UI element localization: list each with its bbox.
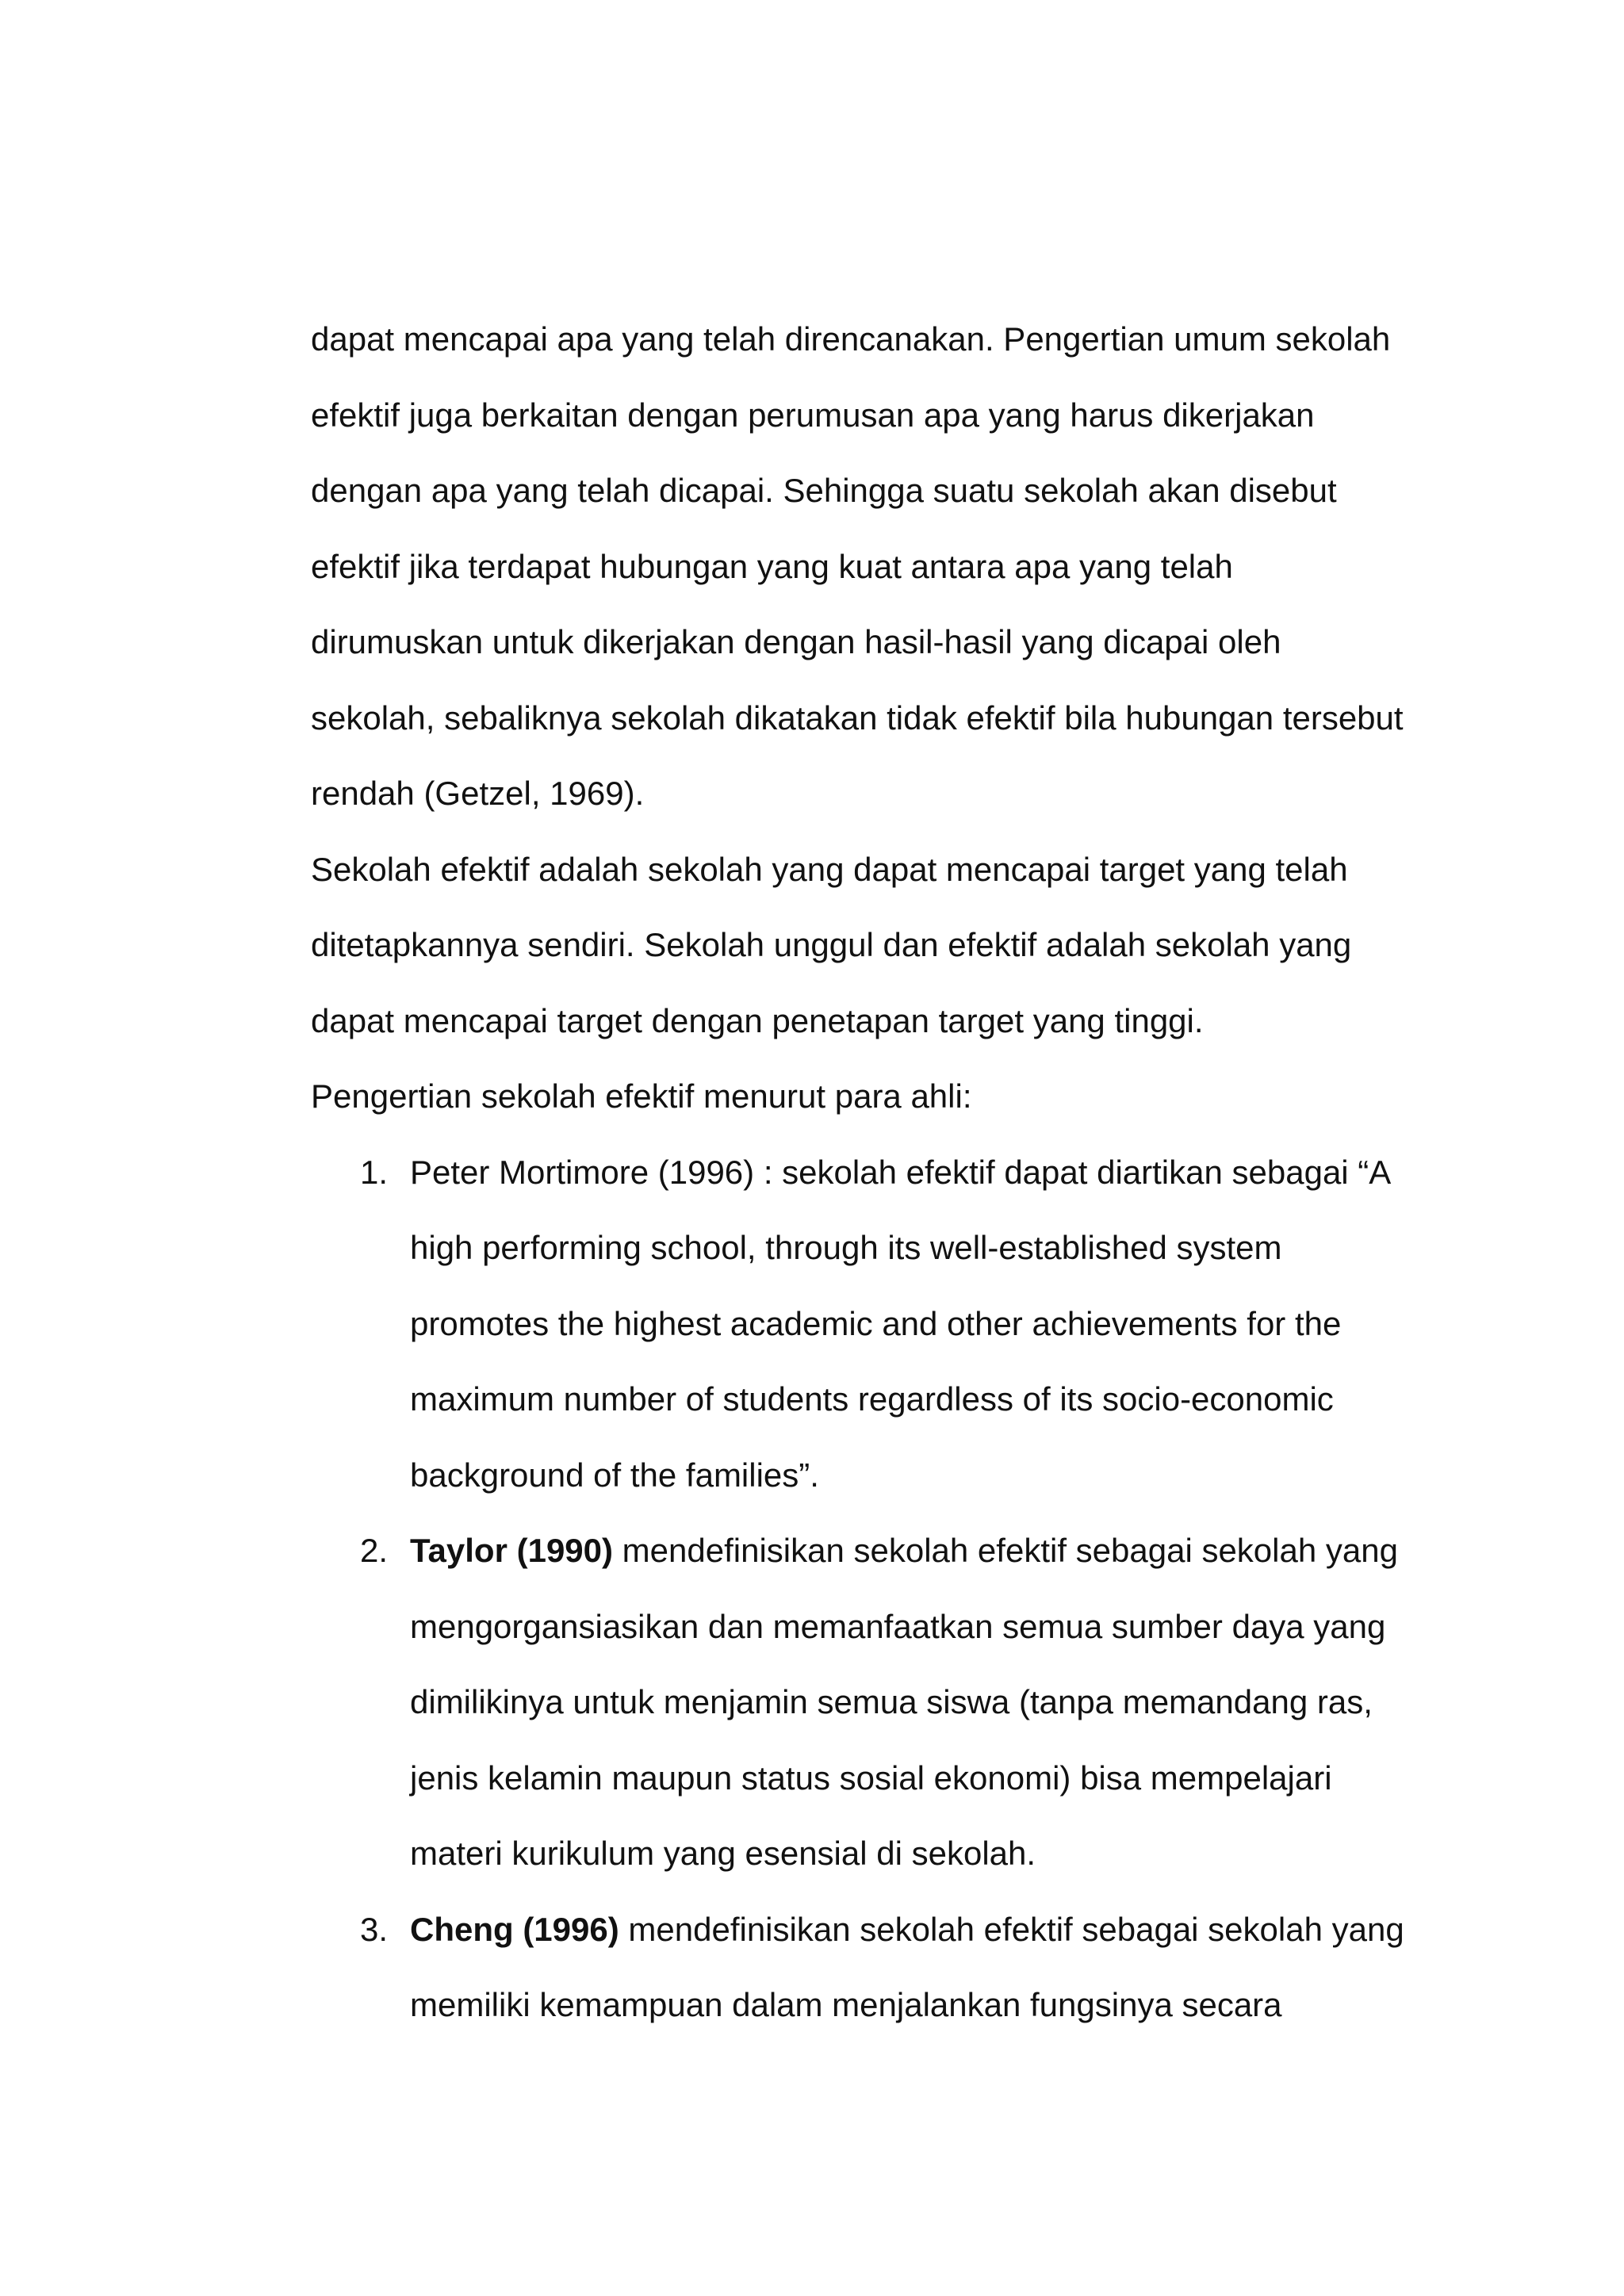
paragraph-line: dirumuskan untuk dikerjakan dengan hasil-hasil yang dicapai oleh: [311, 623, 1281, 660]
paragraph-2: [311, 832, 1421, 1059]
list-item: [311, 1513, 1421, 1892]
author-citation: Cheng (1996): [410, 1910, 619, 1948]
list-intro: Pengertian sekolah efektif menurut para ahli:: [311, 1077, 972, 1115]
list-line: Peter Mortimore (1996) : sekolah efektif dapat diartikan sebagai “A: [410, 1153, 1392, 1191]
list-item: [311, 1892, 1421, 2043]
list-line-text: mendefinisikan sekolah efektif sebagai sekolah yang: [619, 1910, 1404, 1948]
list-line: jenis kelamin maupun status sosial ekonomi) bisa mempelajari: [410, 1758, 1332, 1797]
list-line: mengorgansiasikan dan memanfaatkan semua sumber daya yang: [410, 1607, 1386, 1645]
paragraph-line: sekolah, sebaliknya sekolah dikatakan tidak efektif bila hubungan tersebut: [311, 698, 1404, 737]
list-line: promotes the highest academic and other achievements for the: [410, 1304, 1342, 1342]
expert-definitions-list: [311, 1135, 1421, 2043]
paragraph-1: [311, 301, 1421, 832]
body-text: [311, 301, 1421, 2043]
list-line: memiliki kemampuan dalam menjalankan fungsinya secara: [410, 1986, 1282, 2023]
list-line: dimilikinya untuk menjamin semua siswa (tanpa memandang ras,: [410, 1683, 1373, 1720]
list-line: materi kurikulum yang esensial di sekolah.: [410, 1835, 1036, 1872]
list-line: maximum number of students regardless of its socio-economic: [410, 1380, 1334, 1418]
paragraph-line: dengan apa yang telah dicapai. Sehingga suatu sekolah akan disebut: [311, 472, 1337, 509]
paragraph-line: efektif juga berkaitan dengan perumusan apa yang harus dikerjakan: [311, 396, 1315, 434]
list-line: [410, 1513, 1421, 1589]
paragraph-line: dapat mencapai target dengan penetapan target yang tinggi.: [311, 1001, 1204, 1039]
list-number: 3.: [360, 1910, 389, 1948]
list-line-text: mendefinisikan sekolah efektif sebagai sekolah yang: [613, 1532, 1398, 1569]
list-line: [410, 1892, 1421, 1968]
paragraph-line: rendah (Getzel, 1969).: [311, 775, 645, 812]
paragraph-line: Sekolah efektif adalah sekolah yang dapat mencapai target yang telah: [311, 850, 1348, 888]
paragraph-line: efektif jika terdapat hubungan yang kuat antara apa yang telah: [311, 547, 1233, 585]
list-line: high performing school, through its well-established system: [410, 1229, 1282, 1266]
list-line: background of the families”.: [410, 1456, 819, 1494]
paragraph-line: ditetapkannya sendiri. Sekolah unggul dan efektif adalah sekolah yang: [311, 926, 1352, 963]
list-number: 2.: [360, 1532, 389, 1569]
paragraph-line: dapat mencapai apa yang telah direncanakan. Pengertian umum sekolah: [311, 320, 1391, 358]
list-number: 1.: [360, 1153, 389, 1191]
author-citation: Taylor (1990): [410, 1532, 613, 1569]
list-item: [311, 1135, 1421, 1513]
